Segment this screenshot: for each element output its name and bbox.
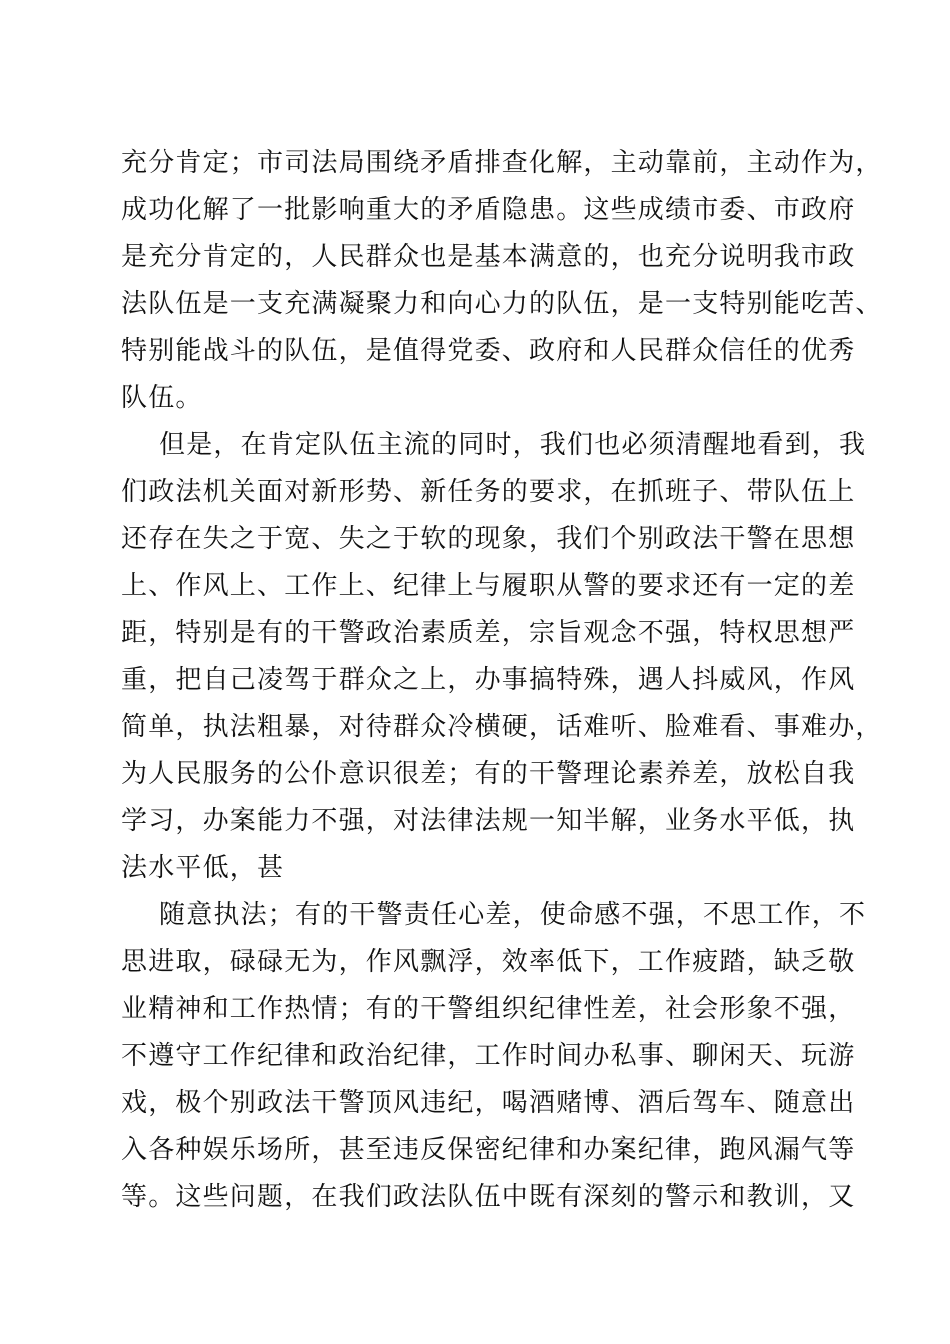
text-line: 成功化解了一批影响重大的矛盾隐患。这些成绩市委、市政府	[121, 195, 856, 225]
text-line: 队伍。	[121, 383, 203, 413]
text-line: 法水平低，甚	[121, 853, 285, 883]
paragraph-first-line: 但是，在肯定队伍主流的同时，我们也必须清醒地看到，我	[159, 430, 867, 460]
text-line: 思进取，碌碌无为，作风飘浮，效率低下，工作疲踏，缺乏敬	[121, 947, 856, 977]
text-line: 们政法机关面对新形势、新任务的要求，在抓班子、带队伍上	[121, 477, 856, 507]
text-line: 特别能战斗的队伍，是值得党委、政府和人民群众信任的优秀	[121, 336, 856, 366]
text-line: 距，特别是有的干警政治素质差，宗旨观念不强，特权思想严	[121, 618, 856, 648]
text-line: 不遵守工作纪律和政治纪律，工作时间办私事、聊闲天、玩游	[121, 1041, 856, 1071]
text-line: 戏，极个别政法干警顶风违纪，喝酒赌博、酒后驾车、随意出	[121, 1088, 856, 1118]
paragraph-first-line: 随意执法；有的干警责任心差，使命感不强，不思工作，不	[159, 900, 867, 930]
text-line: 上、作风上、工作上、纪律上与履职从警的要求还有一定的差	[121, 571, 856, 601]
text-line: 法队伍是一支充满凝聚力和向心力的队伍，是一支特别能吃苦、	[121, 289, 883, 319]
text-line: 简单，执法粗暴，对待群众冷横硬，话难听、脸难看、事难办，	[121, 712, 883, 742]
text-line: 为人民服务的公仆意识很差；有的干警理论素养差，放松自我	[121, 759, 856, 789]
body-text	[121, 140, 883, 1221]
text-line: 还存在失之于宽、失之于软的现象，我们个别政法干警在思想	[121, 524, 856, 554]
text-line: 业精神和工作热情；有的干警组织纪律性差，社会形象不强，	[121, 994, 856, 1024]
text-line: 是充分肯定的，人民群众也是基本满意的，也充分说明我市政	[121, 242, 856, 272]
text-line: 学习，办案能力不强，对法律法规一知半解，业务水平低，执	[121, 806, 856, 836]
text-line: 充分肯定；市司法局围绕矛盾排查化解，主动靠前，主动作为，	[121, 148, 883, 178]
text-line: 入各种娱乐场所，甚至违反保密纪律和办案纪律，跑风漏气等	[121, 1135, 856, 1165]
text-line: 重，把自己凌驾于群众之上，办事搞特殊，遇人抖威风，作风	[121, 665, 856, 695]
text-line: 等。这些问题，在我们政法队伍中既有深刻的警示和教训，又	[121, 1182, 856, 1212]
